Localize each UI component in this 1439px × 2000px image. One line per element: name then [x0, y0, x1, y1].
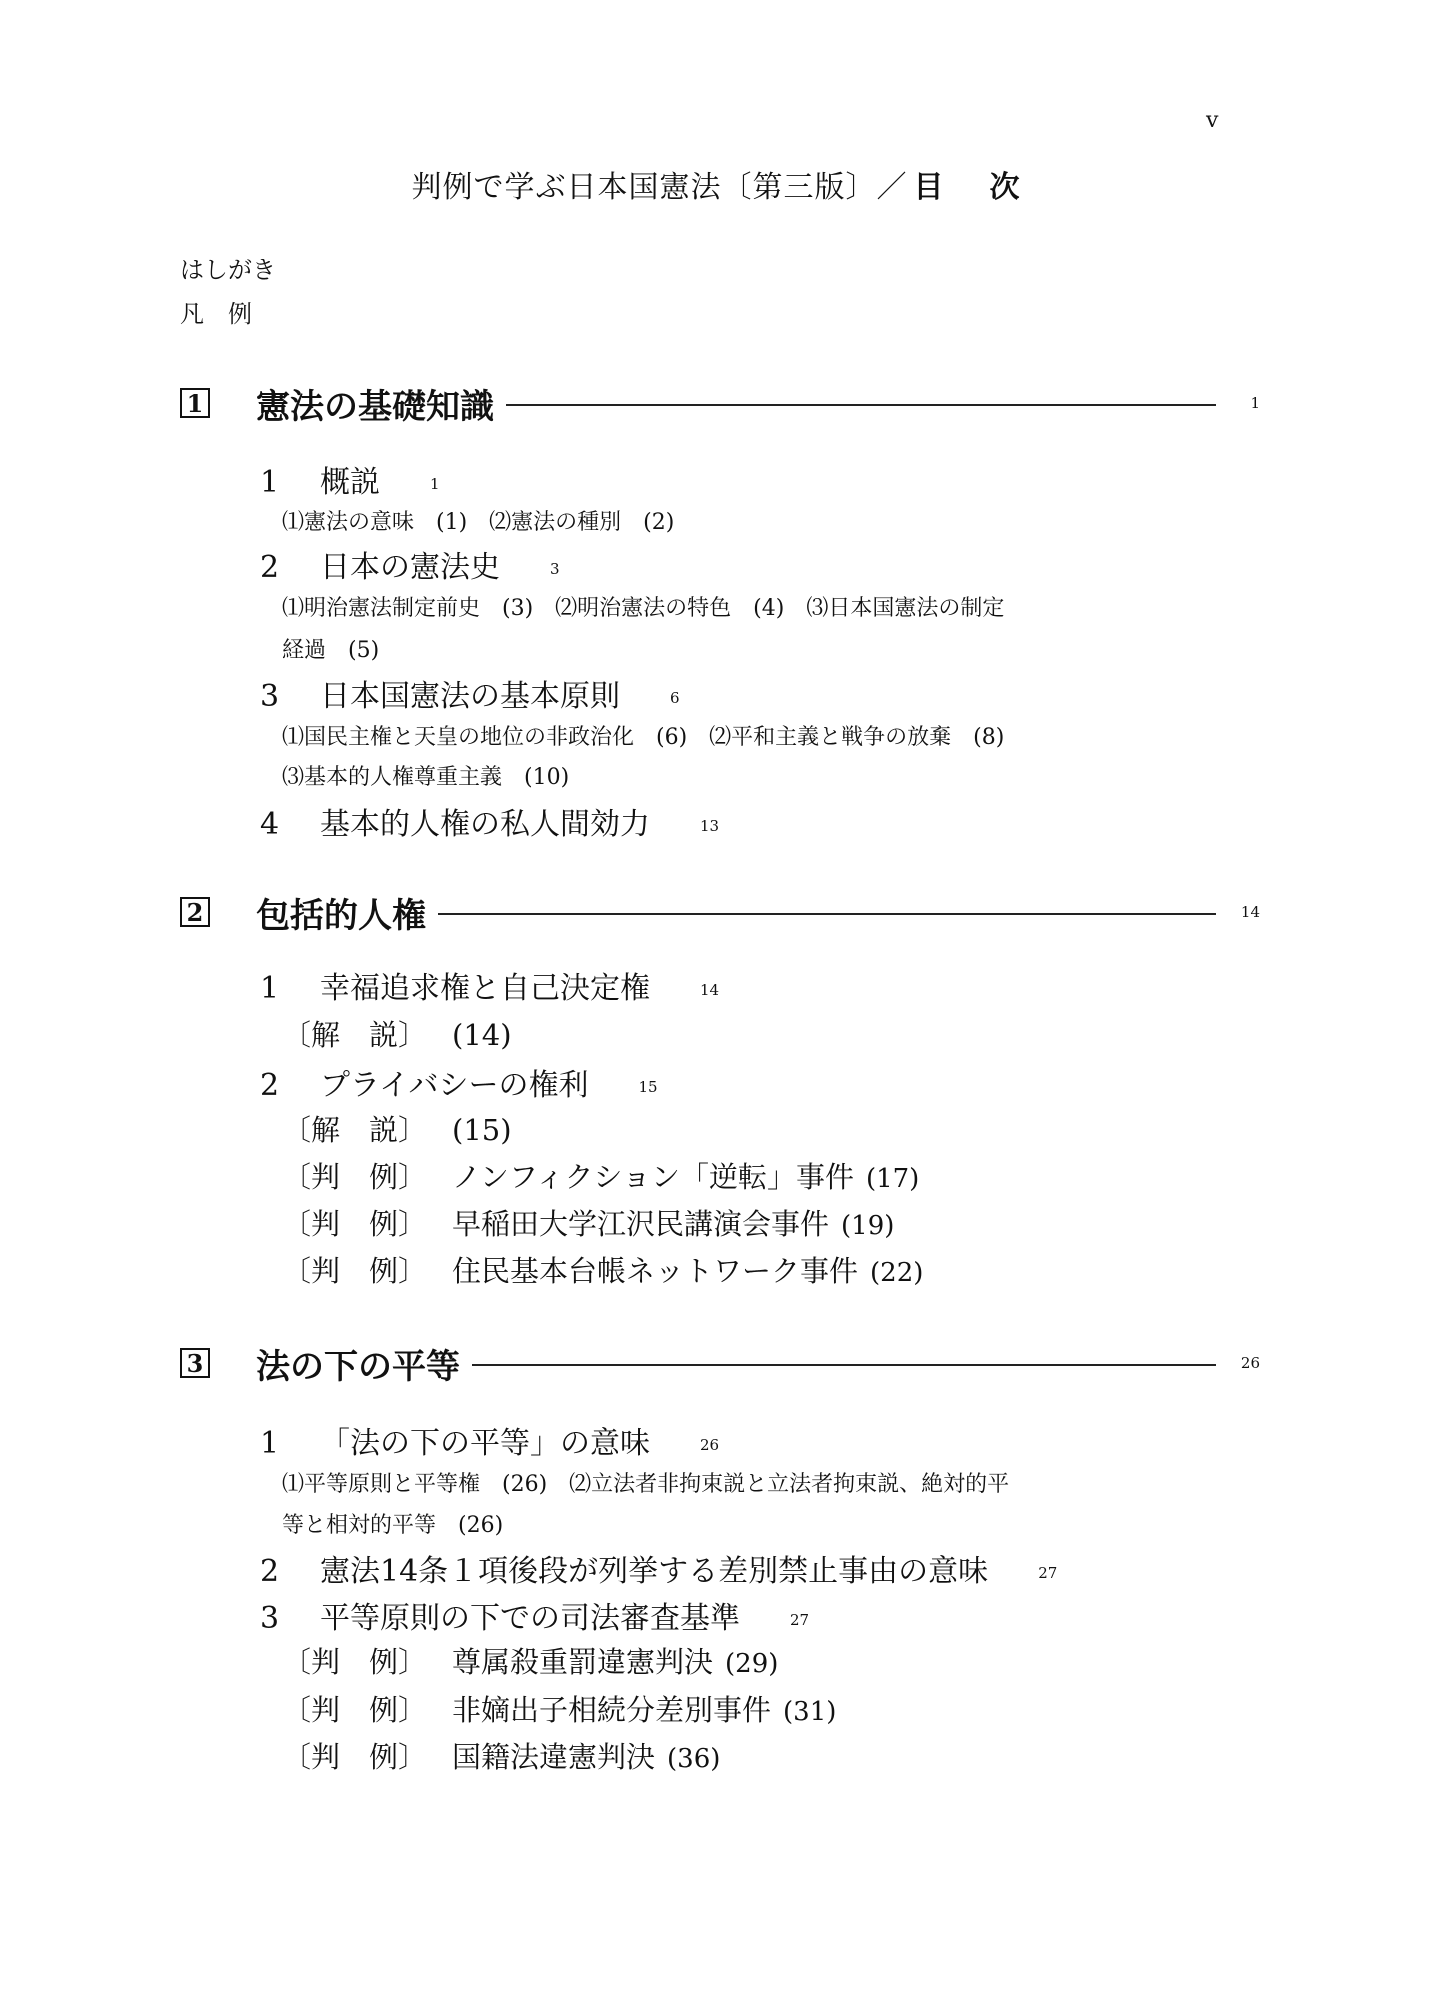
front-item-preface: はしがき — [180, 256, 276, 284]
entry-page: (31) — [783, 1697, 837, 1727]
section-title: 幸福追求権と自己決定権 — [320, 971, 650, 1006]
section-heading — [260, 963, 719, 1007]
entry-text: ノンフィクション「逆転」事件 — [452, 1160, 854, 1194]
section-page: 26 — [700, 1436, 720, 1454]
entry-page: (14) — [452, 1018, 512, 1052]
entry-page: (29) — [725, 1649, 779, 1679]
chapter-title: 包括的人権 — [256, 895, 426, 936]
section-page: 27 — [1038, 1564, 1058, 1582]
chapter-number: 1 — [180, 388, 210, 418]
section-title: 憲法14条１項後段が列挙する差別禁止事由の意味 — [320, 1554, 989, 1589]
chapter-title: 憲法の基礎知識 — [256, 386, 494, 427]
chapter-page: 26 — [1240, 1354, 1260, 1372]
entry-tag: 〔判 例〕 — [282, 1645, 428, 1679]
entry-line — [282, 1108, 512, 1149]
section-heading — [260, 542, 560, 586]
section-number: 2 — [260, 550, 280, 585]
entry-text: 尊属殺重罰違憲判決 — [452, 1645, 714, 1679]
entry-line — [282, 1155, 919, 1196]
section-number: 3 — [260, 1601, 280, 1636]
entry-page: (22) — [870, 1258, 924, 1288]
section-title: 平等原則の下での司法審査基準 — [320, 1601, 740, 1636]
entry-page: (19) — [841, 1211, 895, 1241]
section-page: 15 — [638, 1078, 658, 1096]
entry-tag: 〔判 例〕 — [282, 1207, 428, 1241]
section-number: 1 — [260, 1426, 280, 1461]
section-page: 13 — [700, 817, 720, 835]
section-title: 基本的人権の私人間効力 — [320, 807, 650, 842]
entry-tag: 〔解 説〕 — [282, 1113, 428, 1147]
entry-text: 非嫡出子相続分差別事件 — [452, 1693, 772, 1727]
title-suffix: 目 次 — [913, 170, 1028, 205]
dotted-leader — [506, 404, 1216, 406]
section-heading — [260, 457, 440, 501]
section-heading — [260, 799, 719, 843]
chapter-page: 14 — [1240, 903, 1260, 921]
page-title — [0, 162, 1439, 206]
subsection-line: 経過 (5) — [282, 638, 380, 663]
entry-text: 早稲田大学江沢民講演会事件 — [452, 1207, 830, 1241]
section-title: 概説 — [320, 465, 380, 500]
chapter-page: 1 — [1250, 394, 1260, 412]
section-number: 2 — [260, 1554, 280, 1589]
entry-line — [282, 1640, 778, 1681]
entry-tag: 〔判 例〕 — [282, 1160, 428, 1194]
entry-tag: 〔判 例〕 — [282, 1740, 428, 1774]
section-title: 日本国憲法の基本原則 — [320, 679, 620, 714]
dotted-leader — [472, 1364, 1216, 1366]
section-heading — [260, 671, 680, 715]
section-number: 3 — [260, 679, 280, 714]
section-title: 「法の下の平等」の意味 — [320, 1426, 650, 1461]
chapter-number: 2 — [180, 897, 210, 927]
title-main: 判例で学ぶ日本国憲法〔第三版〕／ — [411, 170, 908, 205]
entry-page: (36) — [667, 1744, 721, 1774]
subsection-line: ⑴平等原則と平等権 (26) ⑵立法者非拘束説と立法者拘束説、絶対的平 — [282, 1472, 1010, 1497]
section-heading — [260, 1060, 658, 1104]
section-number: 4 — [260, 807, 280, 842]
subsection-line: 等と相対的平等 (26) — [282, 1513, 504, 1538]
chapter-heading — [180, 375, 1260, 431]
section-page: 1 — [430, 475, 440, 493]
section-number: 1 — [260, 465, 280, 500]
entry-page: (17) — [865, 1164, 920, 1194]
entry-tag: 〔判 例〕 — [282, 1254, 428, 1288]
entry-line — [282, 1202, 894, 1243]
entry-line — [282, 1249, 923, 1290]
subsection-line: ⑶基本的人権尊重主義 (10) — [282, 765, 570, 790]
entry-tag: 〔判 例〕 — [282, 1693, 428, 1727]
subsection-line: ⑴国民主権と天皇の地位の非政治化 (6) ⑵平和主義と戦争の放棄 (8) — [282, 725, 1005, 750]
entry-line — [282, 1688, 836, 1729]
section-heading — [260, 1593, 809, 1637]
dotted-leader — [438, 913, 1216, 915]
subsection-line: ⑴憲法の意味 (1) ⑵憲法の種別 (2) — [282, 510, 675, 535]
entry-text: 住民基本台帳ネットワーク事件 — [452, 1254, 859, 1288]
entry-text: 国籍法違憲判決 — [452, 1740, 656, 1774]
section-number: 1 — [260, 971, 280, 1006]
chapter-heading — [180, 884, 1260, 940]
entry-line — [282, 1013, 512, 1054]
section-title: プライバシーの権利 — [320, 1068, 589, 1103]
entry-page: (15) — [452, 1113, 512, 1147]
section-number: 2 — [260, 1068, 280, 1103]
chapter-title: 法の下の平等 — [256, 1346, 460, 1387]
section-heading — [260, 1546, 1057, 1590]
section-title: 日本の憲法史 — [320, 550, 500, 585]
section-page: 6 — [670, 689, 680, 707]
section-page: 27 — [790, 1611, 810, 1629]
subsection-line: ⑴明治憲法制定前史 (3) ⑵明治憲法の特色 (4) ⑶日本国憲法の制定 — [282, 596, 1005, 621]
chapter-number: 3 — [180, 1348, 210, 1378]
section-page: 3 — [550, 560, 560, 578]
front-item-notes: 凡 例 — [180, 300, 252, 328]
chapter-heading — [180, 1335, 1260, 1391]
entry-line — [282, 1735, 720, 1776]
page-number: v — [1206, 108, 1219, 133]
section-heading — [260, 1418, 719, 1462]
entry-tag: 〔解 説〕 — [282, 1018, 428, 1052]
section-page: 14 — [700, 981, 720, 999]
